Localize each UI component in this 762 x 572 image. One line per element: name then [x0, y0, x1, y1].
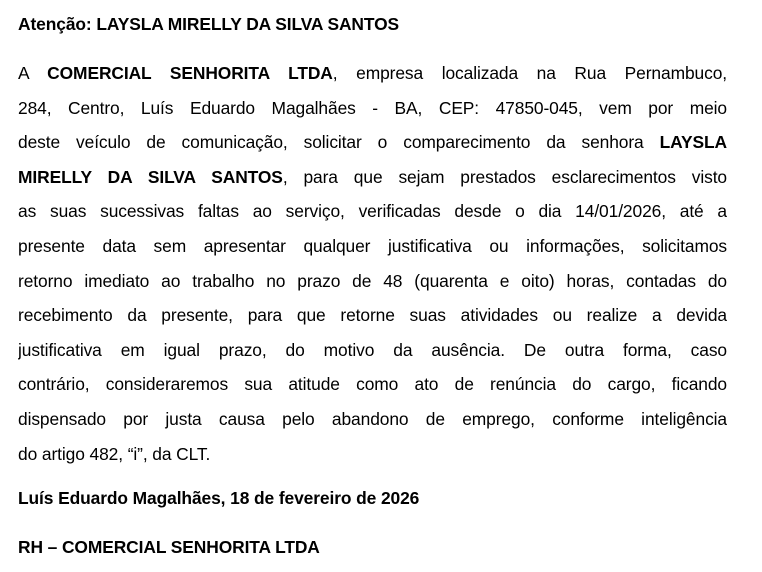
body-text: justificativa em igual prazo, do motivo da ausência. De outra forma, caso [18, 339, 727, 360]
body-line [18, 236, 727, 256]
body-text: A [18, 63, 48, 83]
body-text: , para que sejam prestados esclarecimentos visto [282, 166, 727, 187]
body-line [18, 132, 727, 152]
body-text: , empresa localizada na Rua Pernambuco, [332, 63, 727, 83]
body-line [18, 98, 727, 118]
body-line [18, 409, 727, 429]
body-text: presente data sem apresentar qualquer justificativa ou informações, solicitamos [18, 236, 727, 256]
attention-heading: Atenção: LAYSLA MIRELLY DA SILVA SANTOS [18, 14, 399, 34]
body-line [18, 201, 727, 221]
body-text: contrário, consideraremos sua atitude como ato de renúncia do cargo, ficando [18, 374, 727, 395]
bold-text: LAYSLA [659, 132, 727, 153]
body-line [18, 63, 727, 83]
signature-line: RH – COMERCIAL SENHORITA LTDA [18, 537, 320, 557]
body-line [18, 340, 727, 360]
body-line [18, 167, 727, 187]
date-line: Luís Eduardo Magalhães, 18 de fevereiro de 2026 [18, 488, 420, 508]
body-text: as suas sucessivas faltas ao serviço, verificadas desde o dia 14/01/2026, até a [18, 201, 727, 222]
body-line [18, 271, 727, 291]
body-line [18, 444, 727, 464]
body-text: retorno imediato ao trabalho no prazo de 48 (quarenta e oito) horas, contadas do [18, 270, 727, 291]
body-text: deste veículo de comunicação, solicitar o comparecimento da senhora [18, 132, 660, 153]
bold-text: COMERCIAL SENHORITA LTDA [47, 63, 333, 83]
body-line [18, 374, 727, 394]
bold-text: MIRELLY DA SILVA SANTOS [18, 166, 283, 187]
body-text: recebimento da presente, para que retorne suas atividades ou realize a devida [18, 305, 727, 326]
body-text: do artigo 482, “i”, da CLT. [18, 443, 211, 464]
body-text: 284, Centro, Luís Eduardo Magalhães - BA, CEP: 47850-045, vem por meio [18, 97, 727, 118]
body-text: dispensado por justa causa pelo abandono de emprego, conforme inteligência [18, 409, 727, 429]
body-line [18, 305, 727, 325]
